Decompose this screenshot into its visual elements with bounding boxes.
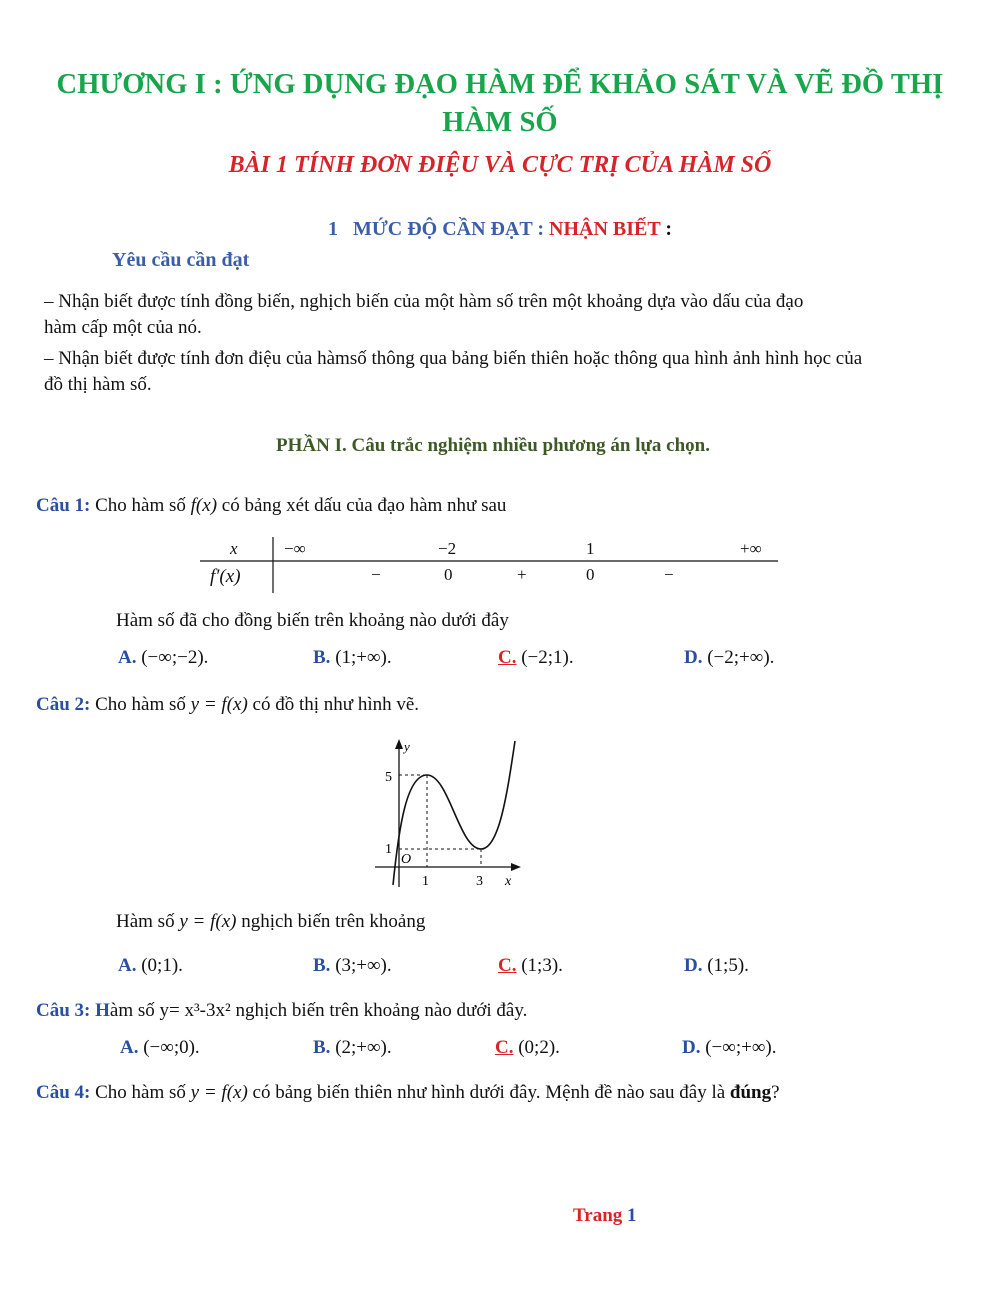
option-letter: B. bbox=[313, 955, 331, 976]
sign-table-x-value: 1 bbox=[586, 539, 595, 558]
question-3-text: àm số y= x³-3x² nghịch biến trên khoảng nào dưới đây. bbox=[109, 1000, 528, 1021]
question-2-prompt-after: nghịch biến trên khoảng bbox=[241, 911, 426, 932]
question-3-option-c[interactable] bbox=[495, 1037, 560, 1059]
question-4-text-before: Cho hàm số bbox=[95, 1082, 186, 1103]
option-letter: D. bbox=[684, 647, 703, 668]
question-1-option-d[interactable] bbox=[684, 647, 774, 669]
requirement-line: – Nhận biết được tính đơn điệu của hàmsố thông qua bảng biến thiên hoặc thông qua hình ảnh hình học của bbox=[44, 348, 863, 369]
requirement-line: – Nhận biết được tính đồng biến, nghịch biến của một hàm số trên một khoảng dựa vào dấu của đạo bbox=[44, 291, 804, 312]
question-2-func: y = f(x) bbox=[190, 694, 248, 715]
chapter-title-line2: HÀM SỐ bbox=[442, 107, 558, 138]
question-1-label: Câu 1: bbox=[36, 495, 91, 516]
option-value: (−∞;+∞). bbox=[705, 1037, 777, 1058]
question-1 bbox=[36, 493, 506, 519]
question-1-prompt: Hàm số đã cho đồng biến trên khoảng nào dưới đây bbox=[116, 610, 509, 631]
question-3 bbox=[36, 998, 527, 1024]
page-footer bbox=[573, 1205, 637, 1227]
requirement-line: đồ thị hàm số. bbox=[44, 374, 152, 395]
level-prefix: MỨC ĐỘ CẦN ĐẠT : bbox=[352, 218, 545, 240]
question-3-option-a[interactable] bbox=[120, 1037, 200, 1059]
y-tick-5: 5 bbox=[385, 770, 392, 785]
option-value: (1;+∞). bbox=[335, 647, 392, 668]
question-4-text-after: có bảng biến thiên như hình dưới đây. Mệnh đề nào sau đây là bbox=[252, 1082, 726, 1103]
sign-table-x-value: −2 bbox=[438, 539, 457, 558]
sign-table-sign: − bbox=[664, 565, 674, 584]
question-4-func: y = f(x) bbox=[190, 1082, 248, 1103]
footer-page-number: 1 bbox=[627, 1205, 637, 1226]
level-heading bbox=[0, 218, 1000, 241]
question-2-option-a[interactable] bbox=[118, 955, 183, 977]
question-3-option-b[interactable] bbox=[313, 1037, 392, 1059]
question-1-func: f(x) bbox=[190, 495, 218, 516]
chapter-title-line1: CHƯƠNG I : ỨNG DỤNG ĐẠO HÀM ĐỂ KHẢO SÁT VÀ VẼ ĐỒ THỊ bbox=[56, 69, 944, 100]
question-4-label: Câu 4: bbox=[36, 1082, 91, 1103]
option-value: (1;5). bbox=[707, 955, 749, 976]
option-letter: A. bbox=[118, 955, 137, 976]
sign-table-sign: 0 bbox=[444, 565, 453, 584]
option-value: (−∞;0). bbox=[143, 1037, 200, 1058]
option-value: (−2;1). bbox=[521, 647, 574, 668]
level-number: 1 bbox=[327, 218, 338, 240]
x-axis-label: x bbox=[505, 874, 512, 889]
option-letter: D. bbox=[684, 955, 703, 976]
option-letter-correct: C. bbox=[498, 955, 517, 976]
sign-table-sign: + bbox=[517, 565, 527, 584]
option-letter-correct: C. bbox=[495, 1037, 514, 1058]
origin-label: O bbox=[401, 852, 412, 867]
option-letter: B. bbox=[313, 1037, 331, 1058]
option-value: (−2;+∞). bbox=[707, 647, 775, 668]
question-2-label: Câu 2: bbox=[36, 694, 91, 715]
y-tick-1: 1 bbox=[385, 842, 392, 857]
sign-table-sign: − bbox=[371, 565, 381, 584]
requirements-list bbox=[44, 289, 974, 398]
sign-table-x-label: x bbox=[230, 539, 238, 558]
question-1-option-b[interactable] bbox=[313, 647, 392, 669]
question-1-text-after: có bảng xét dấu của đạo hàm như sau bbox=[221, 495, 507, 516]
requirement-line: hàm cấp một của nó. bbox=[44, 317, 202, 338]
question-4-emphasis: đúng bbox=[729, 1082, 772, 1103]
level-suffix: : bbox=[665, 218, 673, 240]
function-graph bbox=[375, 735, 535, 895]
sign-table-sign: 0 bbox=[586, 565, 595, 584]
question-2-option-b[interactable] bbox=[313, 955, 392, 977]
y-axis-arrow bbox=[395, 739, 403, 749]
question-1-text-before: Cho hàm số bbox=[95, 495, 186, 516]
function-curve bbox=[393, 741, 515, 885]
question-2-option-c[interactable] bbox=[498, 955, 563, 977]
option-letter: A. bbox=[120, 1037, 139, 1058]
y-axis-label: y bbox=[404, 739, 410, 754]
question-2-prompt-before: Hàm số bbox=[116, 911, 175, 932]
x-tick-3: 3 bbox=[476, 874, 483, 889]
sign-table-x-value: −∞ bbox=[284, 539, 306, 558]
question-4-end: ? bbox=[771, 1082, 780, 1103]
x-axis-arrow bbox=[511, 863, 521, 871]
section-heading: PHẦN I. Câu trắc nghiệm nhiều phương án lựa chọn. bbox=[276, 435, 710, 456]
requirements-heading: Yêu cầu cần đạt bbox=[112, 249, 250, 271]
option-value: (3;+∞). bbox=[335, 955, 392, 976]
lesson-title: BÀI 1 TÍNH ĐƠN ĐIỆU VÀ CỰC TRỊ CỦA HÀM SỐ bbox=[228, 152, 772, 178]
sign-table-x-value: +∞ bbox=[740, 539, 762, 558]
option-letter-correct: C. bbox=[498, 647, 517, 668]
option-value: (−∞;−2). bbox=[141, 647, 209, 668]
question-2-prompt-func: y = f(x) bbox=[179, 911, 237, 932]
question-2 bbox=[36, 692, 419, 718]
level-name: NHẬN BIẾT bbox=[549, 218, 661, 240]
option-letter: A. bbox=[118, 647, 137, 668]
option-value: (1;3). bbox=[521, 955, 563, 976]
question-3-label: Câu 3: H bbox=[36, 1000, 110, 1021]
x-tick-1: 1 bbox=[422, 874, 429, 889]
option-value: (2;+∞). bbox=[335, 1037, 392, 1058]
option-value: (0;2). bbox=[518, 1037, 560, 1058]
question-1-option-a[interactable] bbox=[118, 647, 208, 669]
sign-table bbox=[200, 535, 780, 595]
question-2-option-d[interactable] bbox=[684, 955, 749, 977]
question-2-text-after: có đồ thị như hình vẽ. bbox=[252, 694, 420, 715]
option-letter: B. bbox=[313, 647, 331, 668]
footer-word: Trang bbox=[573, 1205, 623, 1226]
sign-table-derivative-label: f′(x) bbox=[210, 566, 241, 587]
option-letter: D. bbox=[682, 1037, 701, 1058]
question-2-text-before: Cho hàm số bbox=[95, 694, 186, 715]
option-value: (0;1). bbox=[141, 955, 183, 976]
question-3-option-d[interactable] bbox=[682, 1037, 776, 1059]
question-4 bbox=[36, 1080, 780, 1106]
question-1-option-c[interactable] bbox=[498, 647, 574, 669]
question-2-prompt bbox=[116, 909, 425, 935]
